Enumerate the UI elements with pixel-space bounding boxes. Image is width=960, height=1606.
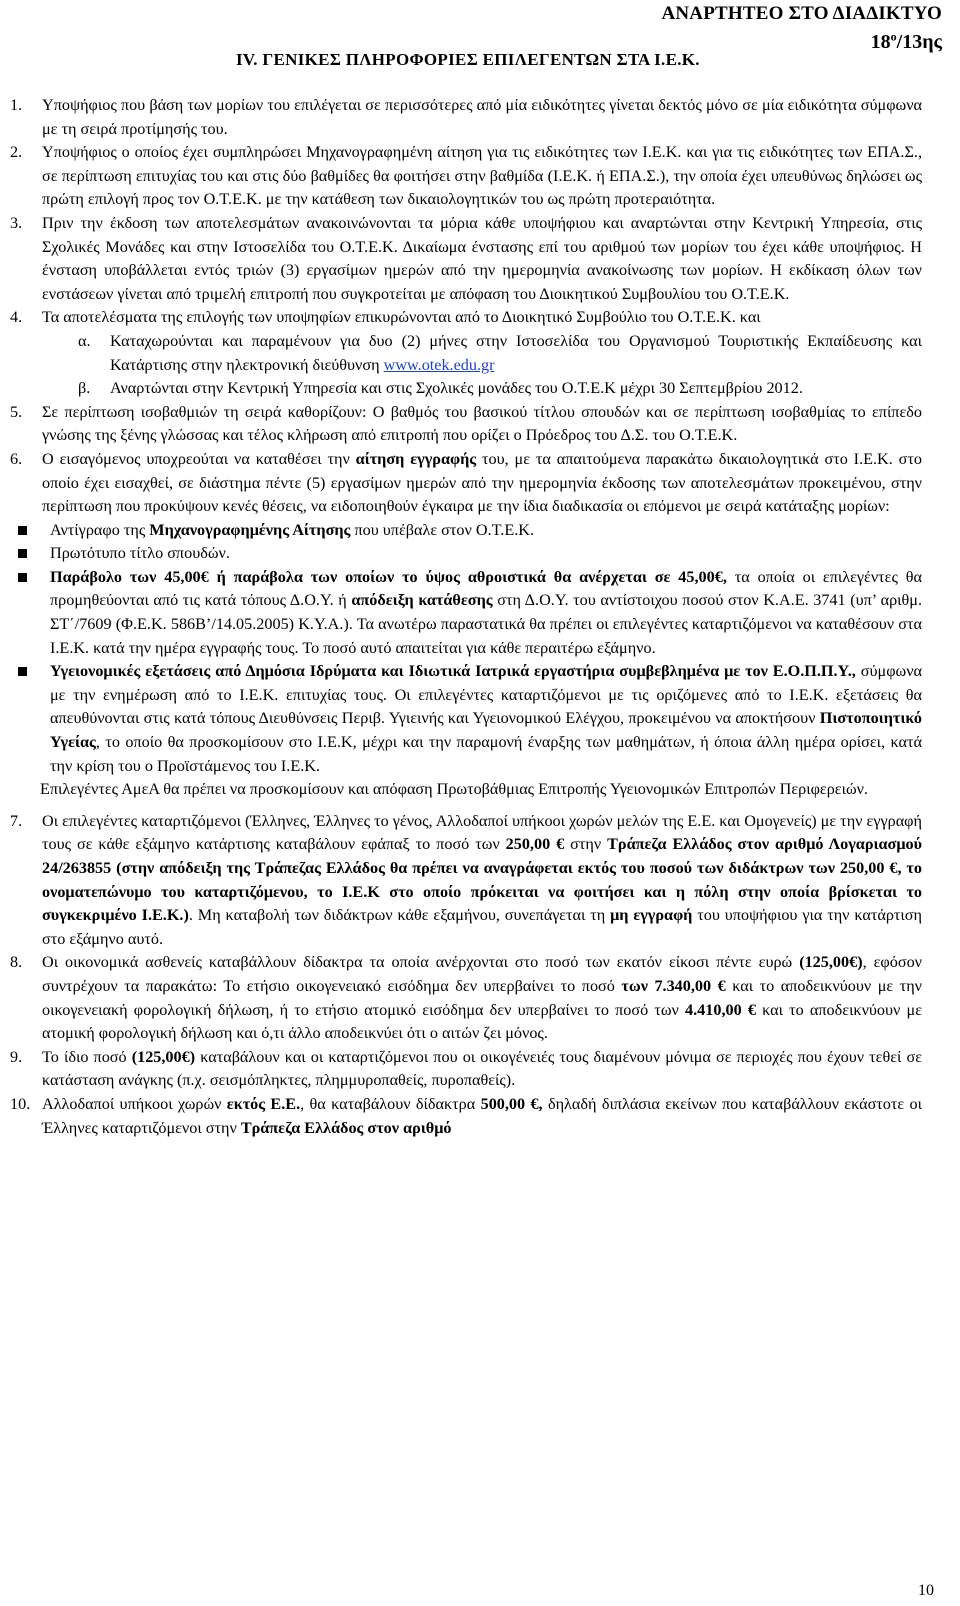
- text-run: Αντίγραφο της: [50, 520, 150, 539]
- header-title: ΑΝΑΡΤΗΤΕΟ ΣΤΟ ΔΙΑΔΙΚΤΥΟ: [661, 3, 942, 24]
- text-run: του, με τα απαιτούμενα παρακάτω δικαιολογητικά στο Ι.Ε.Κ. στο οποίο έχει εισαχθεί, σε διάστημα πέντε (5) εργασίμων ημερών από την ημερομηνία έκδοσης των αποτελεσμάτων προκειμένου, στην περίπτωση που προκύψουν κενές θέσεις, να ειδοποιηθούν έγκαιρα με την ίδια διαδικασία οι επόμενοι με σειρά κατάταξης μορίων:: [42, 449, 922, 516]
- text-run: τα οποία οι επιλεγέντες θα προμηθεύονται από τις κατά τόπους Δ.Ο.Υ. ή: [50, 567, 922, 610]
- text-run-bold: Τράπεζα Ελλάδος στον αριθμό Λογαριασμού 24/263855 (στην απόδειξη της Τράπεζας Ελλάδος θα πρέπει να αναγράφεται εκτός του ποσού των διδάκτρων των 250,00 €, το ονοματεπώνυμο του καταρτιζόμενου, το Ι.Ε.Κ στο οποίο πρόκειται να φοιτήσει και η πόλη στην οποία βρίσκεται το συγκεκριμένο Ι.Ε.Κ.): [42, 835, 923, 925]
- list-item-5: [10, 401, 922, 448]
- header-block: [661, 0, 942, 56]
- sub-item-a: [10, 330, 922, 377]
- sub-item-label: α.: [78, 331, 91, 350]
- text-run: που υπέβαλε στον Ο.Τ.Ε.Κ.: [350, 520, 535, 539]
- page-number: 10: [918, 1582, 934, 1599]
- item-text: [42, 951, 922, 1045]
- text-run: Ο εισαγόμενος υποχρεούται να καταθέσει την: [42, 449, 356, 468]
- text-run-bold: των 7.340,00 €: [621, 976, 726, 995]
- text-run-bold: 500,00 €,: [480, 1094, 543, 1113]
- text-run: Πρωτότυπο τίτλο σπουδών.: [50, 544, 230, 563]
- amea-paragraph: Επιλεγέντες ΑμεΑ θα πρέπει να προσκομίσουν και απόφαση Πρωτοβάθμιας Επιτροπής Υγειονομικών Επιτροπών Περιφερειών.: [40, 780, 868, 799]
- text-run-bold: (125,00€): [131, 1047, 196, 1066]
- list-item-9: [10, 1046, 922, 1093]
- square-bullet-icon: [18, 573, 27, 582]
- text-run: Αλλοδαποί υπήκοοι χωρών: [42, 1094, 227, 1113]
- item-number: 4.: [10, 308, 23, 327]
- list-item-4: [10, 306, 922, 400]
- item-text: Υποψήφιος ο οποίος έχει συμπληρώσει Μηχανογραφημένη αίτηση για τις ειδικότητες των Ι.Ε.Κ. και για τις ειδικότητες των ΕΠΑ.Σ., σε περίπτωση επιτυχίας του και στις δύο βαθμίδες θα φοιτήσει στην βαθμίδα (Ι.Ε.Κ. ή ΕΠΑ.Σ.), την οποία έχει υπευθύνως δηλώσει ως πρώτη επιλογή προς τον Ο.Τ.Ε.Κ. με την κατάθεση των δικαιολογητικών του ως πρώτη προτεραιότητα.: [42, 143, 922, 209]
- text-run-bold: εκτός Ε.Ε.: [226, 1094, 301, 1113]
- sub-item-text: Καταχωρούνται και παραμένουν για δυο (2) μήνες στην Ιστοσελίδα του Οργανισμού Τουριστικής Εκπαίδευσης και Κατάρτισης στην ηλεκτρονική διεύθυνση: [110, 331, 922, 374]
- item-number: 2.: [10, 143, 23, 162]
- list-item-10: [10, 1093, 922, 1140]
- header-doc-number: [661, 28, 942, 56]
- text-run: και το αποδεικνύουν με ατομική φορολογική δήλωση και ό,τι άλλο αποδεικνύει ότι ο αιτών ζει μόνος.: [42, 1000, 922, 1043]
- document-body: [10, 94, 922, 1140]
- item-text: Σε περίπτωση ισοβαθμιών τη σειρά καθορίζουν: Ο βαθμός του βασικού τίτλου σπουδών και σε περίπτωση ισοβαθμίας το επίπεδο γνώσης της ξένης γλώσσας και τέλος κλήρωση από επιτροπή που ορίζει ο Πρόεδρος του Δ.Σ. του Ο.Τ.Ε.Κ.: [42, 402, 922, 445]
- list-item-6: [10, 448, 922, 802]
- item-text: [42, 448, 922, 519]
- text-run: Το ίδιο ποσό: [42, 1047, 132, 1066]
- item-number: 3.: [10, 213, 23, 232]
- text-run-bold: αίτηση εγγραφής: [355, 449, 477, 468]
- page-header: [0, 0, 960, 90]
- text-run-bold: μη εγγραφή: [610, 906, 693, 925]
- otek-website-link[interactable]: www.otek.edu.gr: [383, 355, 495, 374]
- doc-suffix: /13ης: [896, 31, 942, 53]
- item-text: [42, 810, 922, 952]
- text-run: δηλαδή διπλάσια εκείνων που καταβάλλουν εκάστοτε οι Έλληνες καταρτιζόμενοι στην: [42, 1094, 922, 1137]
- spacer: [10, 802, 922, 810]
- list-item-2: [10, 141, 922, 212]
- text-run-bold: 4.410,00 €: [685, 1000, 756, 1019]
- text-run: του υποψήφιου για την κατάρτιση στο εξάμηνο αυτό.: [42, 906, 922, 948]
- text-run: στη Δ.Ο.Υ. του αντίστοιχου ποσού στον Κ.Α.Ε. 3741 (υπ’ αριθμ. ΣΤ΄/7609 (Φ.Ε.Κ. 586Β’/14.05.2005) Κ.Υ.Α.). Τα ανωτέρω παραστατικά θα πρέπει οι επιλεγέντες καταρτιζόμενοι να καταθέσουν στα Ι.Ε.Κ. κατά την ημέρα εγγραφής τους. Το ποσό αυτό απαιτείται για κάθε περαιτέρω εξάμηνο.: [50, 591, 922, 657]
- item-text: Πριν την έκδοση των αποτελεσμάτων ανακοινώνονται τα μόρια κάθε υποψήφιου και αναρτώνται στην Κεντρική Υπηρεσία, στις Σχολικές Μονάδες και στην Ιστοσελίδα του Ο.Τ.Ε.Κ. Δικαίωμα ένστασης επί του αριθμού των μορίων του έχει κάθε υποψήφιος. Η ένσταση υποβάλλεται εντός τριών (3) εργασίμων ημερών από την ημερομηνία ανακοίνωσης των μορίων. Η εκδίκαση όλων των ενστάσεων γίνεται από τριμελή επιτροπή που συγκροτείται με απόφαση του Διοικητικού Συμβουλίου του Ο.Τ.Ε.Κ.: [42, 213, 922, 303]
- text-run: Οι επιλεγέντες καταρτιζόμενοι (Έλληνες, Έλληνες το γένος, Αλλοδαποί υπήκοοι χωρών μελών της Ε.Ε. και Ομογενείς) με την εγγραφή τους σε κάθε εξάμηνο κατάρτισης καταβάλουν εφάπαξ το ποσό των: [42, 811, 922, 854]
- text-run-bold: Υγειονομικές εξετάσεις από Δημόσια Ιδρύματα και Ιδιωτικά Ιατρικά εργαστήρια συμβεβλημένα με τον Ε.Ο.Π.Π.Υ.,: [50, 662, 856, 681]
- text-run: , εφόσον συντρέχουν τα παρακάτω: Το ετήσιο οικογενειακό εισόδημα δεν υπερβαίνει το ποσό: [42, 953, 922, 995]
- doc-num: 18: [870, 31, 891, 53]
- sub-item-b: [10, 377, 922, 401]
- item-number: 10.: [10, 1094, 31, 1113]
- text-run-bold: (125,00€): [799, 953, 863, 972]
- text-run: και το αποδεικνύουν με την οικογενειακή φορολογική δήλωση, ή το ετήσιο ατομικό εισόδημα δεν υπερβαίνει το ποσό των: [42, 976, 922, 1019]
- text-run-bold: 250,00 €: [505, 835, 565, 854]
- section-title: IV. ΓΕΝΙΚΕΣ ΠΛΗΡΟΦΟΡΙΕΣ ΕΠΙΛΕΓΕΝΤΩΝ ΣΤΑ Ι.Ε.Κ.: [236, 50, 700, 69]
- sub-item-label: β.: [78, 379, 91, 398]
- item-number: 6.: [10, 449, 23, 468]
- text-run: , θα καταβάλουν δίδακτρα: [300, 1094, 481, 1113]
- list-item-1: [10, 94, 922, 141]
- bullet-item-4: [10, 660, 922, 778]
- text-run: Οι οικονομικά ασθενείς καταβάλλουν δίδακτρα τα οποία ανέρχονται στο ποσό των εκατόν είκοσι πέντε ευρώ: [42, 953, 800, 972]
- square-bullet-icon: [18, 526, 27, 535]
- item-text: Υποψήφιος που βάση των μορίων του επιλέγεται σε περισσότερες από μία ειδικότητες γίνεται δεκτός μόνο σε μία ειδικότητα σύμφωνα με τη σειρά προτίμησής του.: [42, 96, 922, 138]
- bullet-item-2: [10, 542, 922, 566]
- item-number: 7.: [10, 811, 23, 830]
- sub-item-text: Αναρτώνται στην Κεντρική Υπηρεσία και στις Σχολικές μονάδες του Ο.Τ.Ε.Κ μέχρι 30 Σεπτεμβρίου 2012.: [110, 379, 803, 398]
- text-run-bold: Τράπεζα Ελλάδος στον αριθμό: [240, 1118, 452, 1137]
- list-item-7: [10, 810, 922, 952]
- square-bullet-icon: [18, 549, 27, 558]
- text-run: σύμφωνα με την ενημέρωση από το Ι.Ε.Κ. επιτυχίας τους. Οι επιλεγέντες καταρτιζόμενοι με τις οριζόμενες από το Ι.Ε.Κ. εξετάσεις θα απευθύνονται στις κατά τόπους Διευθύνσεις Περιβ. Υγιεινής και Υγειονομικού Ελέγχου, προκειμένου να αποκτήσουν: [50, 662, 922, 728]
- text-run: , το οποίο θα προσκομίσουν στο Ι.Ε.Κ, μέχρι και την παραμονή έναρξης των μαθημάτων, ή όποια άλλη ημέρα ορίσει, κατά την κρίση του ο Προϊστάμενος του Ι.Ε.Κ.: [50, 733, 922, 775]
- bullet-item-3: [10, 566, 922, 660]
- list-item-3: [10, 212, 922, 306]
- text-run-bold: Παράβολο των 45,00€ ή παράβολα των οποίων το ύψος αθροιστικά θα ανέρχεται σε 45,00€,: [50, 567, 727, 586]
- item-text: Τα αποτελέσματα της επιλογής των υποψηφίων επικυρώνονται από το Διοικητικό Συμβούλιο του Ο.Τ.Ε.Κ. και: [42, 308, 761, 327]
- item-number: 9.: [10, 1047, 23, 1066]
- bullet-item-1: [10, 519, 922, 543]
- square-bullet-icon: [18, 667, 27, 676]
- item-number: 8.: [10, 953, 23, 972]
- text-run-bold: Πιστοποιητικό Υγείας: [50, 709, 922, 752]
- list-item-8: [10, 951, 922, 1045]
- text-run-bold: απόδειξη κατάθεσης: [351, 591, 493, 610]
- item-text: [42, 1046, 922, 1093]
- item-text: [42, 1093, 922, 1140]
- doc-sup: ο: [890, 29, 897, 44]
- item-number: 5.: [10, 402, 23, 421]
- text-run: στην: [564, 835, 608, 854]
- text-run: . Μη καταβολή των διδάκτρων κάθε εξαμήνου, συνεπάγεται τη: [188, 906, 611, 925]
- text-run-bold: Μηχανογραφημένης Αίτησης: [149, 520, 351, 539]
- text-run: καταβάλουν και οι καταρτιζόμενοι που οι οικογένειές τους διαμένουν μόνιμα σε περιοχές που έχουν τεθεί σε κατάσταση ανάγκης (π.χ. σεισμόπληκτες, πλημμυροπαθείς, πυροπαθείς).: [42, 1047, 922, 1090]
- item-number: 1.: [10, 96, 23, 114]
